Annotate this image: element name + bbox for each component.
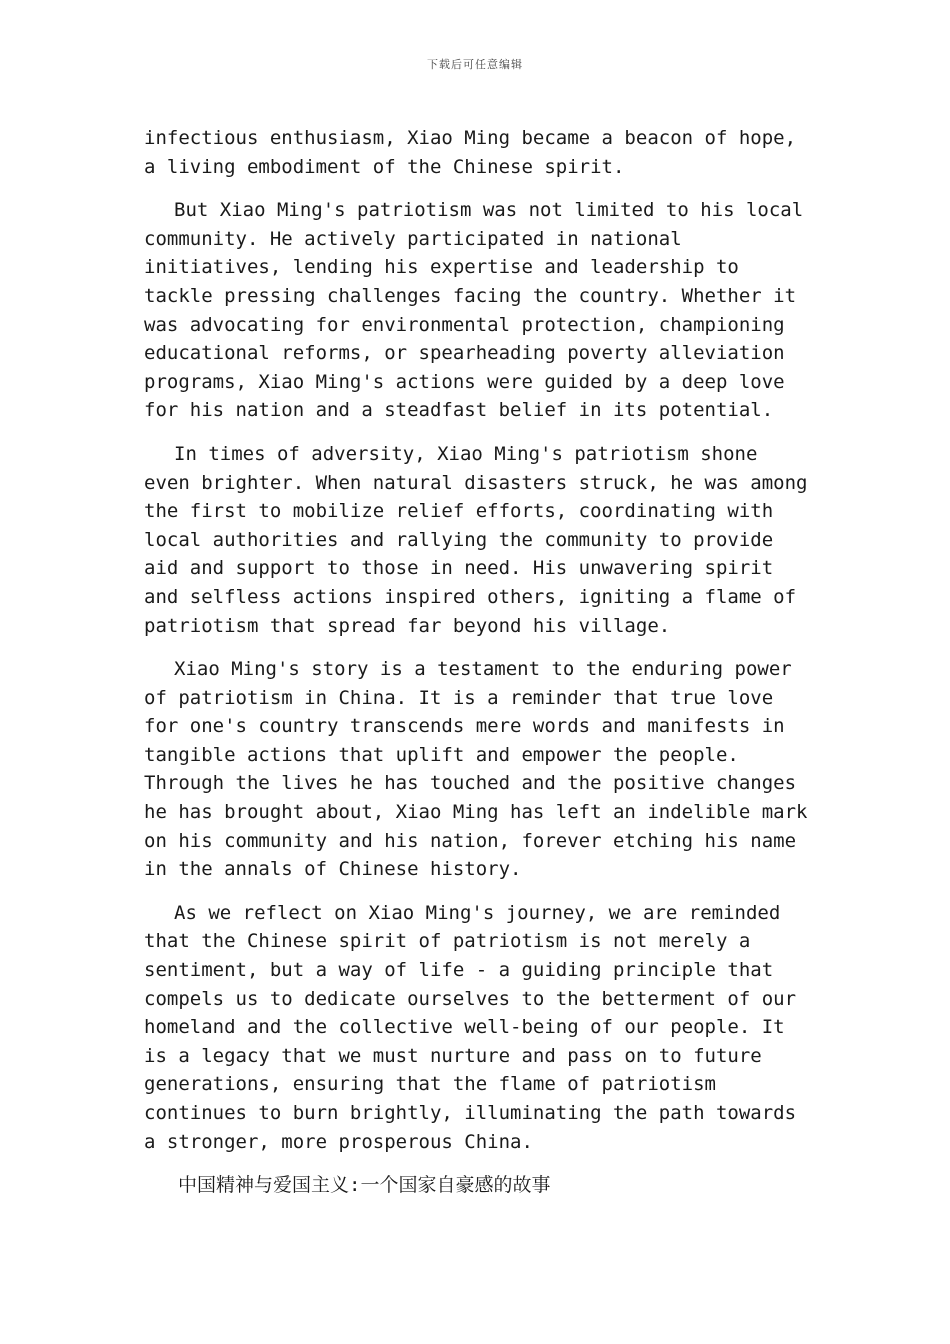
page-header: 下载后可任意编辑 [427, 58, 523, 71]
paragraph-national-initiatives: But Xiao Ming's patriotism was not limited to his local community. He actively participated in national initiatives, lending his expertise and leadership to tackle pressing challenges facing the country. Whether it was advocating for environmental protection, championing educational reforms, or spearheading poverty alleviation programs, Xiao Ming's actions were guided by a deep love for his nation and a steadfast belief in its potential. [144, 199, 815, 422]
paragraph-adversity: In times of adversity, Xiao Ming's patriotism shone even brighter. When natural disasters struck, he was among the first to mobilize relief efforts, coordinating with local authorities and rallying the community to provide aid and support to those in need. His unwavering spirit and selfless actions inspired others, igniting a flame of patriotism that spread far beyond his village. [144, 442, 819, 637]
document-body [144, 124, 819, 1215]
chinese-section-title: 中国精神与爱国主义:一个国家自豪感的故事 [178, 1174, 551, 1197]
paragraph-reflection: As we reflect on Xiao Ming's journey, we are reminded that the Chinese spirit of patriotism is not merely a sentiment, but a way of life - a guiding principle that compels us to dedicate ourselves to the betterment of our homeland and the collective well-being of our people. It is a legacy that we must nurture and pass on to future generations, ensuring that the flame of patriotism continues to burn brightly, illuminating the path towards a stronger, more prosperous China. [144, 901, 808, 1153]
paragraph-testament: Xiao Ming's story is a testament to the enduring power of patriotism in China. It is a reminder that true love for one's country transcends mere words and manifests in tangible actions that uplift and empower the people. Through the lives he has touched and the positive changes he has brought about, Xiao Ming has left an indelible mark on his community and his nation, forever etching his name in the annals of Chinese history. [144, 658, 819, 881]
paragraph-continuation: infectious enthusiasm, Xiao Ming became a beacon of hope, a living embodiment of the Chinese spirit. [144, 127, 808, 178]
